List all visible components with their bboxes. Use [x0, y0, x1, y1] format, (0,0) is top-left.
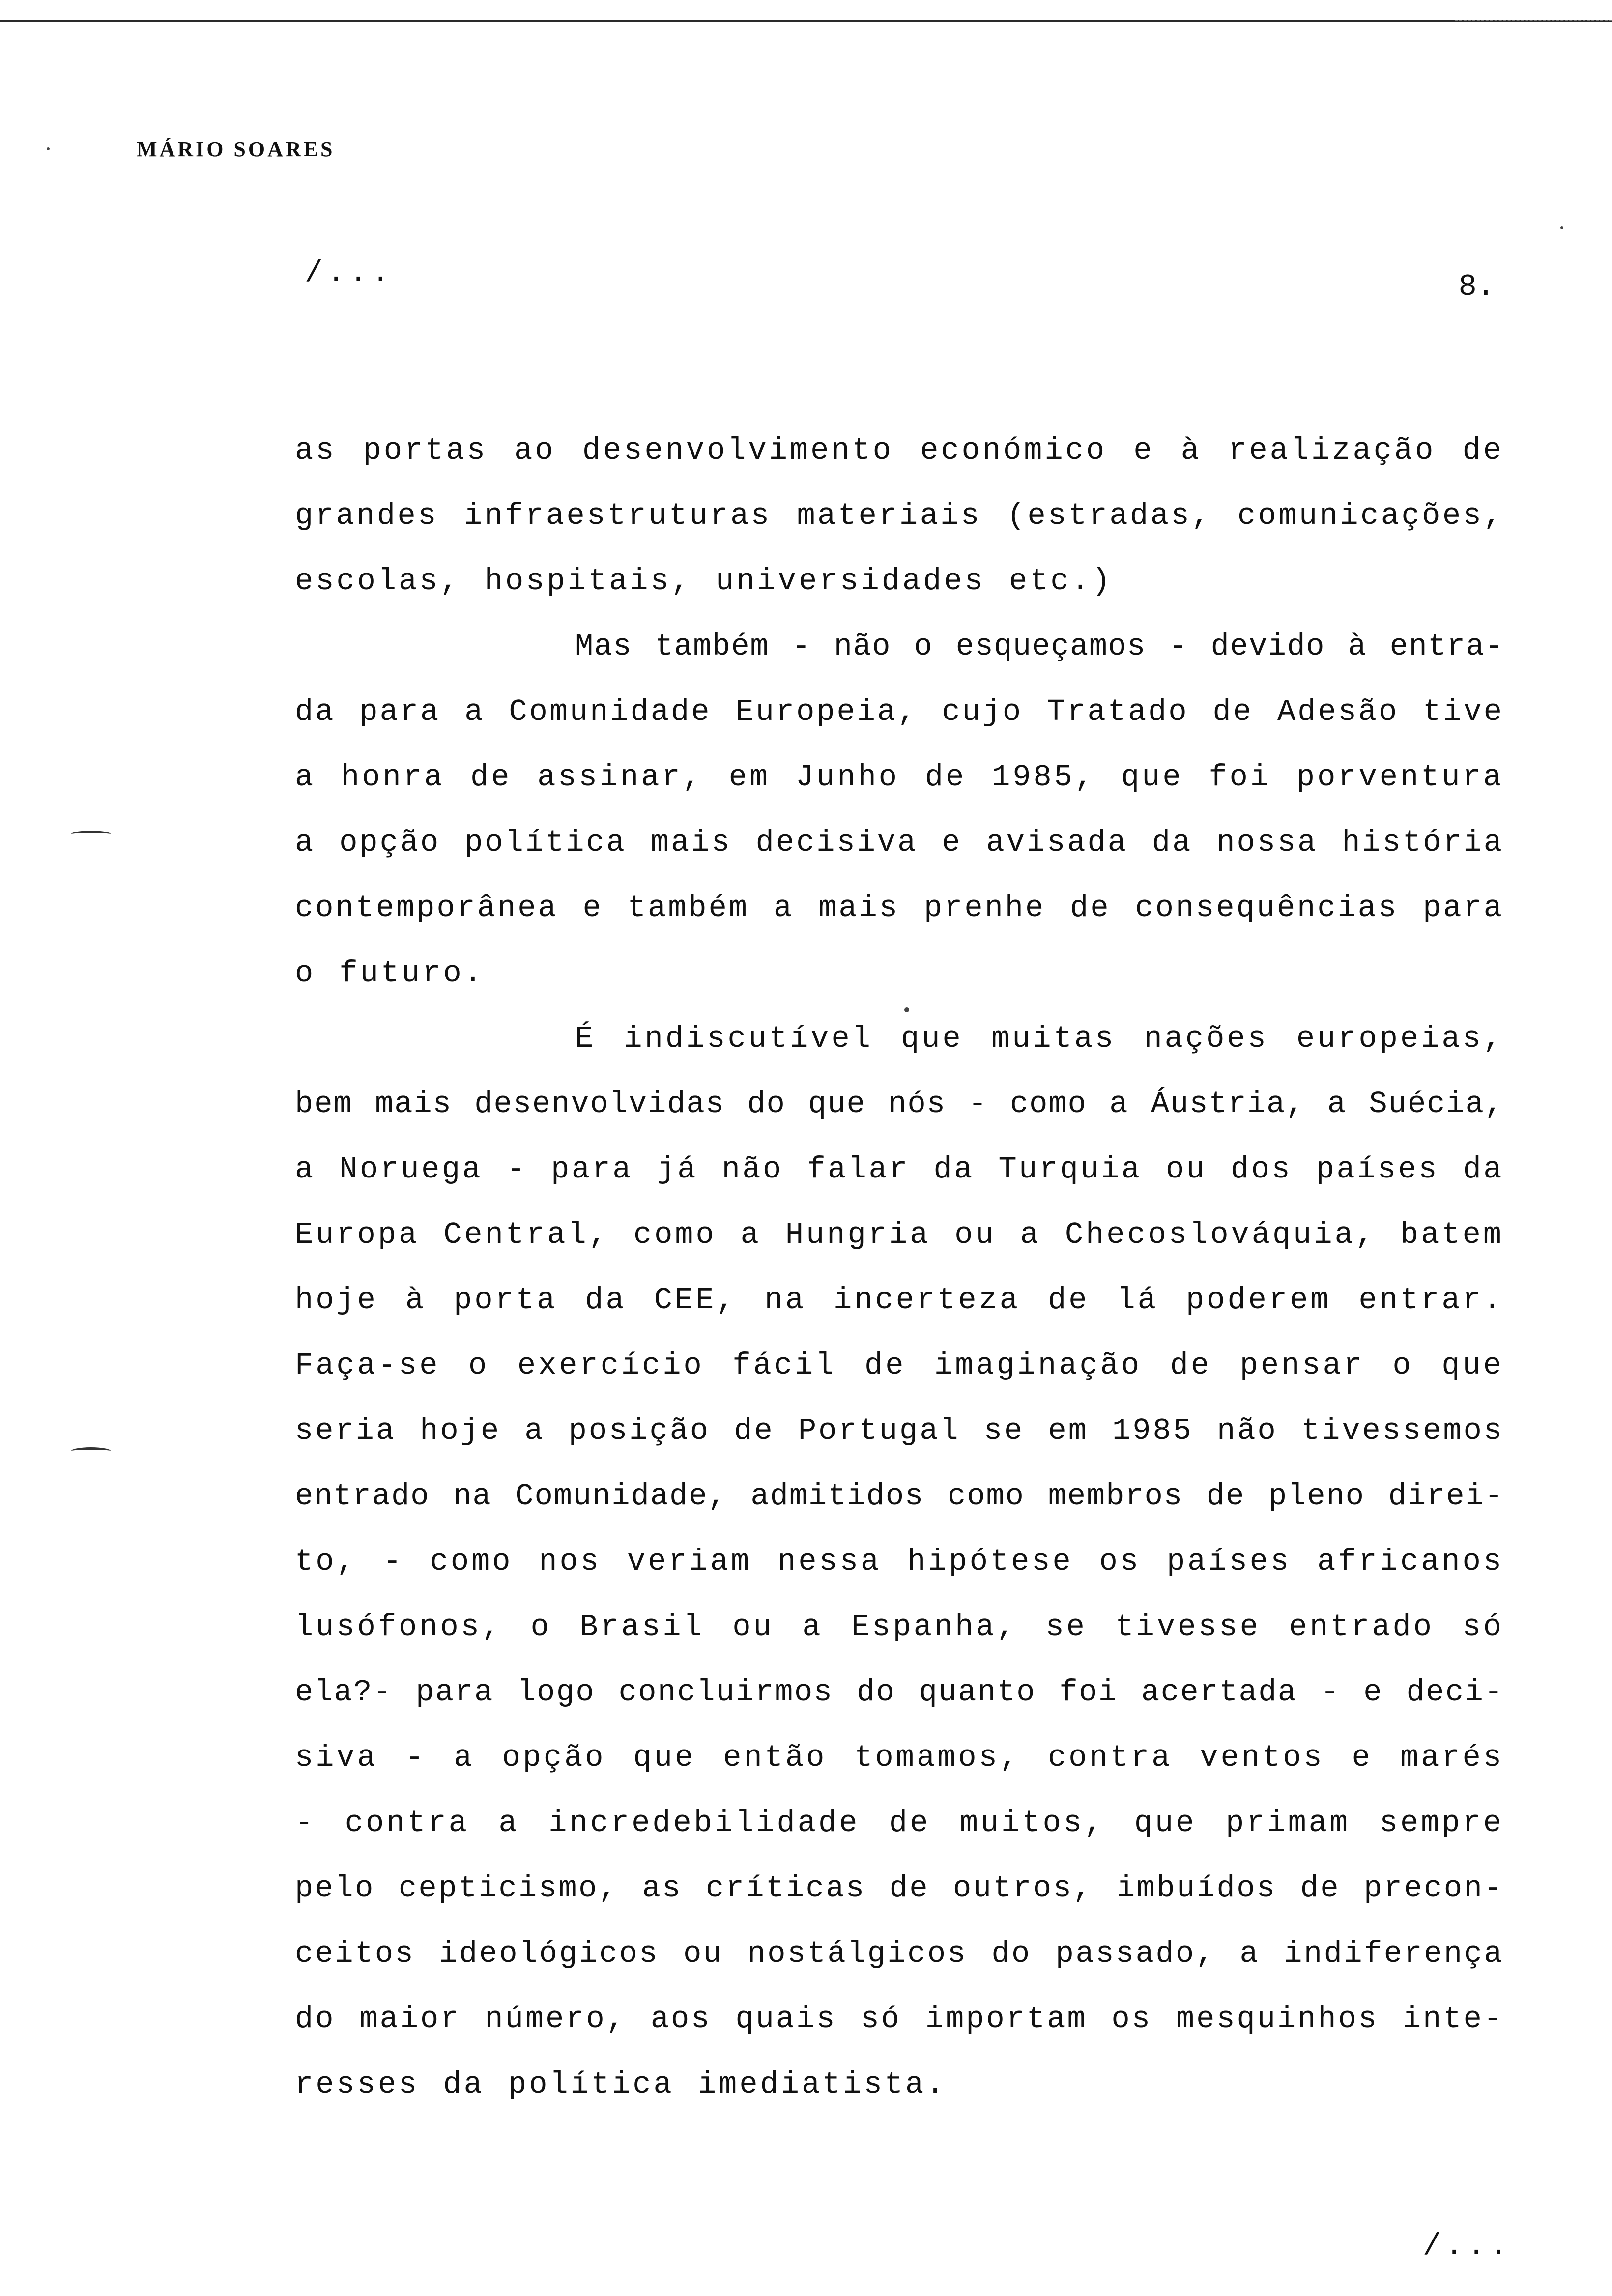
text-line: do maior número, aos quais só importam os mesquinhos inte- [295, 2002, 1504, 2037]
continuation-marker-top: /... [305, 256, 394, 290]
top-rule-faint [1455, 20, 1612, 21]
scan-speck [47, 147, 50, 150]
text-line: entrado na Comunidade, admitidos como membros de pleno direi- [295, 1479, 1504, 1514]
text-line: É indiscutível que muitas nações europeias, [575, 1021, 1504, 1056]
text-line: ela?- para logo concluirmos do quanto foi acertada - e deci- [295, 1675, 1504, 1710]
text-line: seria hoje a posição de Portugal se em 1985 não tivessemos [295, 1413, 1504, 1448]
text-line: resses da política imediatista. [295, 2067, 947, 2102]
top-rule [0, 20, 1612, 22]
page-number: 8. [1458, 269, 1495, 304]
text-line: Europa Central, como a Hungria ou a Checoslováquia, batem [295, 1217, 1504, 1252]
text-line: ceitos ideológicos ou nostálgicos do passado, a indiferença [295, 1936, 1504, 1971]
text-line: Mas também - não o esqueçamos - devido à entra- [575, 629, 1504, 664]
text-line: escolas, hospitais, universidades etc.) [295, 564, 1113, 599]
text-line: o futuro. [295, 956, 485, 991]
paragraph-2 [295, 614, 1504, 1006]
text-line: Faça-se o exercício fácil de imaginação de pensar o que [295, 1348, 1504, 1383]
text-line: bem mais desenvolvidas do que nós - como a Áustria, a Suécia, [295, 1087, 1504, 1121]
text-line: a opção política mais decisiva e avisada da nossa história [295, 825, 1504, 860]
paragraph-1 [295, 418, 1504, 614]
text-line: da para a Comunidade Europeia, cujo Tratado de Adesão tive [295, 694, 1504, 729]
scan-speck [904, 1007, 909, 1012]
letterhead: MÁRIO SOARES [137, 137, 335, 161]
text-line: grandes infraestruturas materiais (estradas, comunicações, [295, 498, 1504, 533]
text-line: contemporânea e também a mais prenhe de consequências para [295, 890, 1504, 925]
scan-mark [71, 831, 111, 838]
text-line: pelo cepticismo, as críticas de outros, imbuídos de precon- [295, 1871, 1504, 1906]
text-line: - contra a incredebilidade de muitos, que primam sempre [295, 1806, 1504, 1840]
text-line: a Noruega - para já não falar da Turquia ou dos países da [295, 1152, 1504, 1187]
paragraph-3 [295, 1006, 1504, 2117]
body-text [295, 418, 1504, 2117]
text-line: a honra de assinar, em Junho de 1985, que foi porventura [295, 760, 1504, 795]
text-line: hoje à porta da CEE, na incerteza de lá poderem entrar. [295, 1283, 1504, 1318]
scan-mark [71, 1447, 111, 1455]
text-line: as portas ao desenvolvimento económico e à realização de [295, 433, 1504, 468]
scan-speck [1560, 226, 1563, 229]
continuation-marker-bottom: /... [1423, 2229, 1512, 2264]
text-line: lusófonos, o Brasil ou a Espanha, se tivesse entrado só [295, 1609, 1504, 1644]
text-line: siva - a opção que então tomamos, contra ventos e marés [295, 1740, 1504, 1775]
text-line: to, - como nos veriam nessa hipótese os países africanos [295, 1544, 1504, 1579]
